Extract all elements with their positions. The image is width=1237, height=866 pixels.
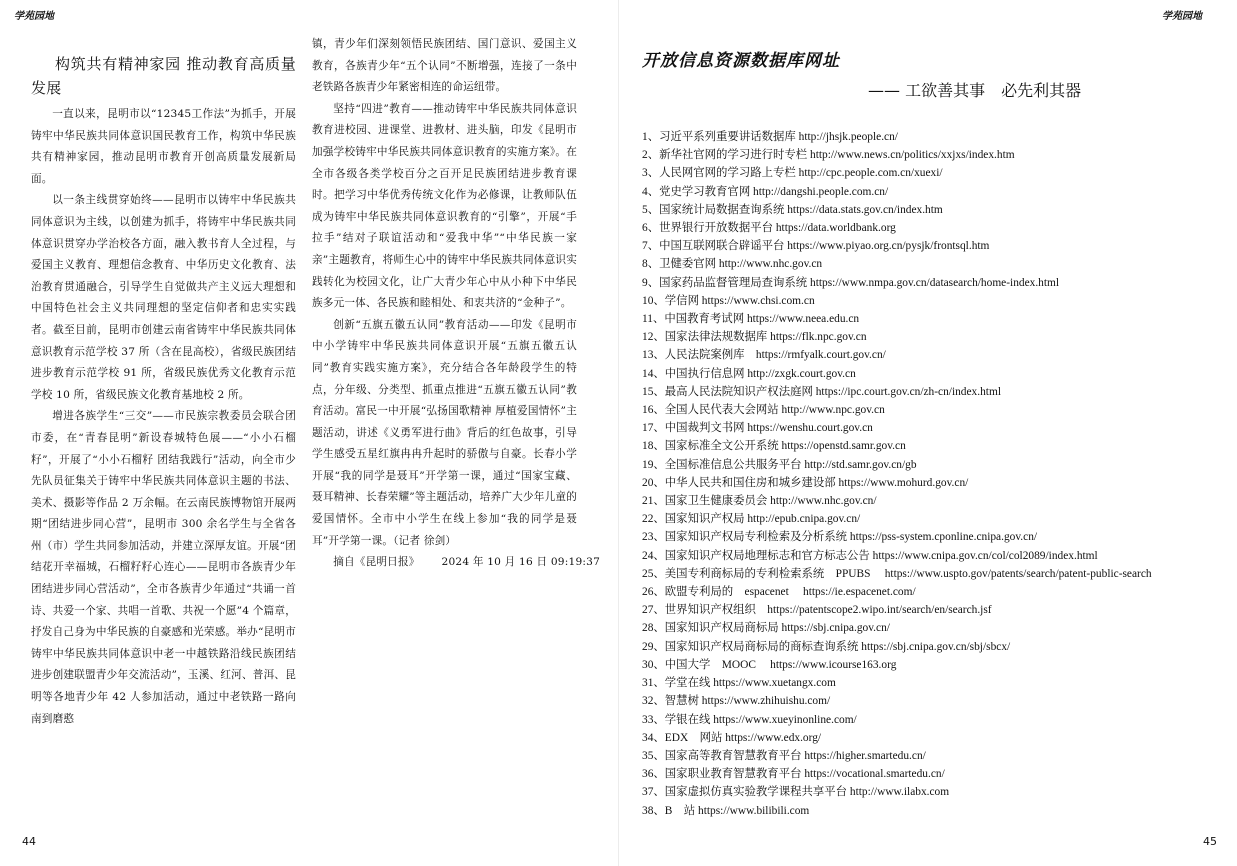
- database-list-subtitle: —— 工欲善其事 必先利其器: [868, 81, 1082, 100]
- paragraph: 以一条主线贯穿始终——昆明市以铸牢中华民族共同体意识为主线，以创建为抓手，将铸牢中华民族共同体意识贯穿办学治校各方面，融入教书育人全过程，与爱国主义教育、理想信念教育、中华历史文化教育、法治教育贯通融合，引导学生自觉做共产主义远大理想和中国特色社会主义共同理想的坚定信仰者和忠实实践者。截至目前，昆明市创建云南省铸牢中华民族共同体意识教育示范学校 37 所（含在昆高校），省级民族团结进步教育示范学校 91 所，省级民族优秀文化教育示范学校 10 所，省级民族文化教育基地校 2 所。: [31, 194, 296, 401]
- list-item[interactable]: 6、世界银行开放数据平台 https://data.worldbank.org: [642, 222, 896, 235]
- list-item[interactable]: 5、国家统计局数据查询系统 https://data.stats.gov.cn/index.htm: [642, 203, 943, 216]
- list-item[interactable]: 33、学银在线 https://www.xueyinonline.com/: [642, 713, 857, 726]
- list-item[interactable]: 14、中国执行信息网 http://zxgk.court.gov.cn: [642, 367, 856, 380]
- list-item[interactable]: 27、世界知识产权组织 https://patentscope2.wipo.int/search/en/search.jsf: [642, 604, 992, 617]
- list-item[interactable]: 25、美国专利商标局的专利检索系统 PPUBS https://www.uspto.gov/patents/search/patent-public-search: [642, 567, 1152, 580]
- list-item[interactable]: 12、国家法律法规数据库 https://flk.npc.gov.cn: [642, 331, 867, 344]
- left-page-column-1: [31, 52, 296, 730]
- article-source: [312, 552, 601, 574]
- list-item[interactable]: 19、全国标准信息公共服务平台 http://std.samr.gov.cn/gb: [642, 458, 917, 471]
- database-list-title: 开放信息资源数据库网址: [642, 51, 840, 71]
- list-item[interactable]: 10、学信网 https://www.chsi.com.cn: [642, 294, 815, 307]
- list-item[interactable]: 26、欧盟专利局的 espacenet https://ie.espacenet.com/: [642, 586, 916, 599]
- list-item[interactable]: 29、国家知识产权局商标局的商标查询系统 https://sbj.cnipa.gov.cn/sbj/sbcx/: [642, 640, 1011, 653]
- list-item[interactable]: 30、中国大学 MOOC https://www.icourse163.org: [642, 658, 897, 671]
- paragraph: 增进各族学生“三交”——市民族宗教委员会联合团市委，在“青春昆明”新设春城特色展——“小小石榴籽”，开展了“小小石榴籽 团结我践行”活动，向全市少先队员征集关于铸牢中华民族共同体意识主题的书法、美术、摄影等作品 2 万余幅。在云南民族博物馆开展两期“团结进步同心营”，昆明市 300 余名学生与全省各州（市）学生共同参加活动，并建立深厚友谊。开展“团结花开幸福城，石榴籽籽心连心——昆明市各族青少年团结进步同心营活动”，全市各族青少年通过“共诵一首诗、共爱一个家、共唱一首歌、共祝一个愿”4 个篇章，抒发自己身为中华民族的自豪感和光荣感。举办“昆明市铸牢中华民族共同体意识中老一中越铁路沿线民族团结进步创建联盟青少年交流活动”，玉溪、红河、普洱、昆明等各地青少年 42 人参加活动，通过中老铁路一路向南到磨憨: [31, 410, 296, 725]
- list-item[interactable]: 7、中国互联网联合辟谣平台 https://www.piyao.org.cn/pysjk/frontsql.htm: [642, 240, 990, 253]
- list-item[interactable]: 23、国家知识产权局专利检索及分析系统 https://pss-system.cponline.cnipa.gov.cn/: [642, 531, 1038, 544]
- right-running-header: 学苑园地: [1162, 11, 1202, 22]
- paragraph: 创新“五旗五徽五认同”教育活动——印发《昆明市中小学铸牢中华民族共同体意识开展“五旗五徽五认同”教育实践实施方案》，充分结合各年龄段学生的特点，分年级、分类型、抓重点推进“五旗五徽五认同”教育活动。富民一中开展“弘扬国歌精神 厚植爱国情怀”主题活动，讲述《义勇军进行曲》背后的红色故事，引导学生感受五星红旗冉冉升起时的骄傲与自豪。长春小学开展“我的同学是聂耳”开学第一课，通过“国家宝藏、聂耳精神、长春荣耀”等主题活动，培养广大少年儿童的爱国情怀。全市中小学生在线上参加“我的同学是聂耳”开学第一课。（记者 徐剑）: [312, 318, 577, 547]
- source-publication: 摘自《昆明日报》: [333, 556, 420, 569]
- list-item[interactable]: 4、党史学习教育官网 http://dangshi.people.com.cn/: [642, 185, 889, 198]
- list-item[interactable]: 18、国家标准全文公开系统 https://openstd.samr.gov.cn: [642, 440, 906, 453]
- paragraph: 一直以来，昆明市以“12345工作法”为抓手，开展铸牢中华民族共同体意识国民教育工作，构筑中华民族共有精神家园，推动昆明市教育开创高质量发展新局面。: [31, 108, 296, 185]
- paragraph: 镇，青少年们深刻领悟民族团结、国门意识、爱国主义教育，各族青少年“五个认同”不断增强，连接了一条中老铁路各族青少年紧密相连的命运纽带。: [312, 38, 577, 94]
- left-running-header: 学苑园地: [14, 11, 54, 22]
- list-item[interactable]: 28、国家知识产权局商标局 https://sbj.cnipa.gov.cn/: [642, 622, 890, 635]
- list-item[interactable]: 2、新华社官网的学习进行时专栏 http://www.news.cn/politics/xxjxs/index.htm: [642, 149, 1015, 162]
- list-item[interactable]: 35、国家高等教育智慧教育平台 https://higher.smartedu.cn/: [642, 749, 926, 762]
- list-item[interactable]: 11、中国教育考试网 https://www.neea.edu.cn: [642, 313, 860, 326]
- page-number-right: 45: [1203, 835, 1217, 848]
- list-item[interactable]: 13、人民法院案例库 https://rmfyalk.court.gov.cn/: [642, 349, 886, 362]
- left-page-column-2: [312, 34, 601, 574]
- page-number-left: 44: [22, 835, 36, 848]
- database-link-list: [642, 128, 1222, 820]
- list-item[interactable]: 32、智慧树 https://www.zhihuishu.com/: [642, 695, 831, 708]
- list-item[interactable]: 34、EDX 网站 https://www.edx.org/: [642, 731, 822, 744]
- list-item[interactable]: 17、中国裁判文书网 https://wenshu.court.gov.cn: [642, 422, 873, 435]
- page-gutter: [618, 0, 619, 866]
- list-item[interactable]: 36、国家职业教育智慧教育平台 https://vocational.smartedu.cn/: [642, 768, 945, 781]
- list-item[interactable]: 3、人民网官网的学习路上专栏 http://cpc.people.com.cn/xuexi/: [642, 167, 943, 180]
- list-item[interactable]: 24、国家知识产权局地理标志和官方标志公告 https://www.cnipa.gov.cn/col/col2089/index.html: [642, 549, 1098, 562]
- list-item[interactable]: 31、学堂在线 https://www.xuetangx.com: [642, 677, 836, 690]
- list-item[interactable]: 37、国家虚拟仿真实验教学课程共享平台 http://www.ilabx.com: [642, 786, 950, 799]
- list-item[interactable]: 20、中华人民共和国住房和城乡建设部 https://www.mohurd.gov.cn/: [642, 476, 969, 489]
- list-item[interactable]: 38、B 站 https://www.bilibili.com: [642, 804, 810, 817]
- list-item[interactable]: 8、卫健委官网 http://www.nhc.gov.cn: [642, 258, 823, 271]
- list-item[interactable]: 1、习近平系列重要讲话数据库 http://jhsjk.people.cn/: [642, 131, 898, 143]
- article-title: 构筑共有精神家园 推动教育高质量发展: [31, 55, 296, 97]
- list-item[interactable]: 15、最高人民法院知识产权法庭网 https://ipc.court.gov.cn/zh-cn/index.html: [642, 385, 1001, 398]
- source-date: 2024 年 10 月 16 日 09:19:37: [441, 556, 601, 569]
- list-item[interactable]: 9、国家药品监督管理局查询系统 https://www.nmpa.gov.cn/datasearch/home-index.html: [642, 276, 1060, 289]
- list-item[interactable]: 21、国家卫生健康委员会 http://www.nhc.gov.cn/: [642, 495, 877, 508]
- list-item[interactable]: 22、国家知识产权局 http://epub.cnipa.gov.cn/: [642, 513, 861, 526]
- list-item[interactable]: 16、全国人民代表大会网站 http://www.npc.gov.cn: [642, 404, 885, 417]
- paragraph: 坚持“四进”教育——推动铸牢中华民族共同体意识教育进校园、进课堂、进教材、进头脑，印发《昆明市加强学校铸牢中华民族共同体意识教育的实施方案》。在全市各级各类学校百分之百开足民族团结进步教育课时。把学习中华优秀传统文化作为必修课，让教师队伍成为铸牢中华民族共同体意识教育的“引擎”，开展“手拉手”结对子联谊活动和“爱我中华”“中华民族一家亲”主题教育，将师生心中的铸牢中华民族共同体意识实践转化为校园文化，让广大青少年心中从小种下中华民族多元一体、各民族和睦相处、和衷共济的“金种子”。: [312, 102, 577, 310]
